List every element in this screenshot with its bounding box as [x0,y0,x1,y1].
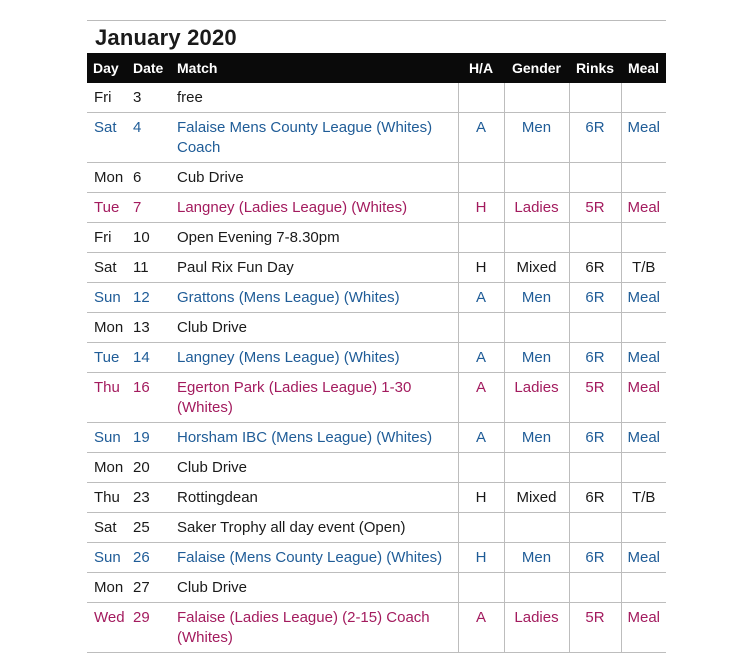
cell-day: Thu [87,373,133,423]
cell-date: 6 [133,163,173,193]
cell-rinks [569,83,621,113]
cell-match: Grattons (Mens League) (Whites) [173,283,458,313]
fixtures-table [87,53,666,653]
table-row [87,83,666,113]
table-row [87,193,666,223]
cell-meal [621,513,666,543]
cell-meal [621,453,666,483]
cell-date: 19 [133,423,173,453]
cell-gender [504,573,569,603]
column-header-rinks: Rinks [569,53,621,83]
column-header-gender: Gender [504,53,569,83]
table-row [87,283,666,313]
cell-home-away [458,513,504,543]
table-row [87,453,666,483]
cell-home-away: A [458,373,504,423]
cell-rinks [569,163,621,193]
cell-date: 20 [133,453,173,483]
cell-date: 3 [133,83,173,113]
cell-home-away: H [458,253,504,283]
cell-meal: Meal [621,373,666,423]
table-row [87,543,666,573]
fixtures-body [87,83,666,653]
cell-date: 7 [133,193,173,223]
cell-match: Egerton Park (Ladies League) 1-30 (Whites) [173,373,458,423]
column-header-date: Date [133,53,173,83]
cell-home-away: A [458,283,504,313]
cell-day: Mon [87,453,133,483]
cell-date: 11 [133,253,173,283]
cell-match: Langney (Ladies League) (Whites) [173,193,458,223]
cell-rinks: 6R [569,113,621,163]
cell-home-away: A [458,343,504,373]
cell-meal [621,313,666,343]
cell-match: Falaise (Mens County League) (Whites) [173,543,458,573]
cell-match: Falaise (Ladies League) (2-15) Coach (Whites) [173,603,458,653]
cell-rinks: 6R [569,283,621,313]
cell-rinks [569,223,621,253]
cell-date: 26 [133,543,173,573]
column-header-match: Match [173,53,458,83]
cell-match: Club Drive [173,313,458,343]
cell-rinks: 6R [569,343,621,373]
cell-meal [621,83,666,113]
cell-gender: Men [504,113,569,163]
cell-gender: Mixed [504,253,569,283]
table-row [87,373,666,423]
cell-home-away: H [458,543,504,573]
cell-gender: Men [504,543,569,573]
cell-day: Sun [87,423,133,453]
cell-gender [504,513,569,543]
cell-match: free [173,83,458,113]
cell-gender: Ladies [504,193,569,223]
cell-rinks [569,313,621,343]
cell-meal [621,223,666,253]
cell-rinks [569,573,621,603]
cell-home-away [458,83,504,113]
cell-match: Langney (Mens League) (Whites) [173,343,458,373]
cell-day: Mon [87,163,133,193]
cell-day: Sun [87,543,133,573]
cell-meal [621,163,666,193]
cell-date: 27 [133,573,173,603]
cell-meal: Meal [621,343,666,373]
cell-day: Mon [87,573,133,603]
fixture-sheet [87,20,666,653]
cell-day: Sat [87,113,133,163]
cell-date: 14 [133,343,173,373]
cell-rinks [569,513,621,543]
table-row [87,483,666,513]
cell-gender: Men [504,283,569,313]
cell-gender [504,223,569,253]
cell-gender [504,453,569,483]
cell-day: Mon [87,313,133,343]
table-row [87,163,666,193]
cell-gender [504,313,569,343]
cell-date: 12 [133,283,173,313]
cell-meal [621,573,666,603]
cell-meal: Meal [621,283,666,313]
cell-home-away [458,313,504,343]
cell-match: Rottingdean [173,483,458,513]
cell-match: Horsham IBC (Mens League) (Whites) [173,423,458,453]
cell-match: Saker Trophy all day event (Open) [173,513,458,543]
cell-rinks: 5R [569,373,621,423]
cell-date: 29 [133,603,173,653]
cell-date: 23 [133,483,173,513]
cell-rinks: 6R [569,253,621,283]
table-header-row [87,53,666,83]
cell-meal: Meal [621,113,666,163]
cell-home-away [458,223,504,253]
cell-meal: T/B [621,253,666,283]
table-row [87,343,666,373]
cell-gender: Mixed [504,483,569,513]
cell-rinks [569,453,621,483]
table-row [87,423,666,453]
cell-match: Club Drive [173,573,458,603]
cell-gender [504,163,569,193]
cell-rinks: 6R [569,483,621,513]
cell-day: Wed [87,603,133,653]
cell-rinks: 6R [569,543,621,573]
cell-home-away: H [458,483,504,513]
cell-gender: Men [504,343,569,373]
cell-day: Thu [87,483,133,513]
table-row [87,603,666,653]
column-header-day: Day [87,53,133,83]
column-header-meal: Meal [621,53,666,83]
table-row [87,253,666,283]
cell-gender: Ladies [504,603,569,653]
cell-home-away: A [458,423,504,453]
cell-meal: Meal [621,423,666,453]
cell-day: Tue [87,343,133,373]
cell-day: Sat [87,253,133,283]
table-row [87,513,666,543]
cell-rinks: 6R [569,423,621,453]
cell-day: Sat [87,513,133,543]
cell-date: 10 [133,223,173,253]
cell-gender: Men [504,423,569,453]
cell-home-away [458,453,504,483]
cell-day: Fri [87,223,133,253]
cell-day: Fri [87,83,133,113]
cell-date: 4 [133,113,173,163]
cell-home-away [458,573,504,603]
cell-meal: Meal [621,543,666,573]
cell-match: Paul Rix Fun Day [173,253,458,283]
table-row [87,573,666,603]
column-header-ha: H/A [458,53,504,83]
cell-date: 16 [133,373,173,423]
cell-match: Falaise Mens County League (Whites) Coach [173,113,458,163]
cell-home-away: H [458,193,504,223]
page-title: January 2020 [87,20,666,53]
cell-home-away: A [458,603,504,653]
cell-meal: T/B [621,483,666,513]
cell-day: Tue [87,193,133,223]
cell-match: Open Evening 7-8.30pm [173,223,458,253]
cell-home-away: A [458,113,504,163]
cell-date: 25 [133,513,173,543]
cell-day: Sun [87,283,133,313]
table-row [87,313,666,343]
table-row [87,223,666,253]
cell-date: 13 [133,313,173,343]
cell-meal: Meal [621,603,666,653]
cell-meal: Meal [621,193,666,223]
cell-match: Club Drive [173,453,458,483]
cell-match: Cub Drive [173,163,458,193]
cell-gender [504,83,569,113]
cell-home-away [458,163,504,193]
cell-gender: Ladies [504,373,569,423]
cell-rinks: 5R [569,193,621,223]
table-row [87,113,666,163]
cell-rinks: 5R [569,603,621,653]
